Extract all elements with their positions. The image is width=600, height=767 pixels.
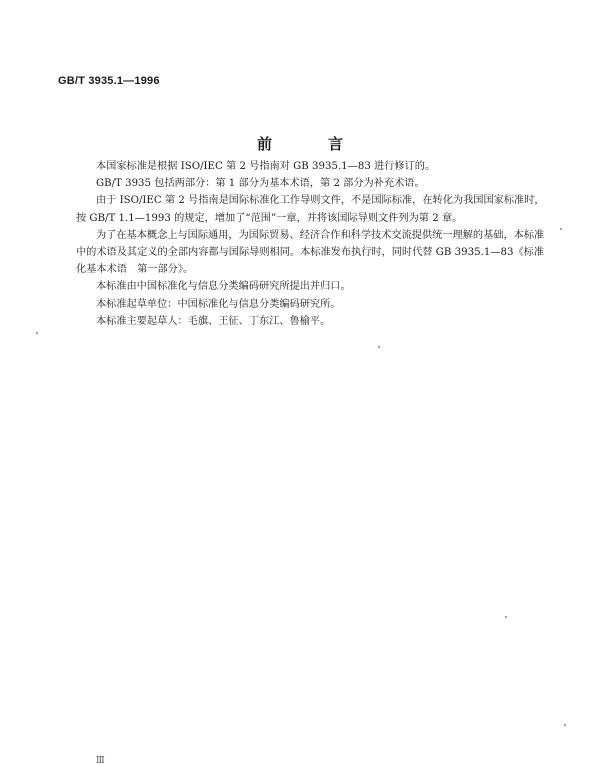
scan-speck: [505, 616, 507, 618]
paragraph-4: 为了在基本概念上与国际通用，为国际贸易、经济合作和科学技术交流提供统一理解的基础，本标准中的术语及其定义的全部内容都与国际导则相同。本标准发布执行时，同时代替 GB 3935.1—83《标准化基本术语 第一部分》。: [76, 229, 545, 276]
page-title: [0, 133, 600, 154]
paragraph-6: 本标准起草单位：中国标准化与信息分类编码研究所。: [96, 298, 341, 310]
scan-speck: [560, 228, 562, 230]
paragraph-5: 本标准由中国标准化与信息分类编码研究所提出并归口。: [96, 281, 351, 293]
scan-speck: [564, 724, 566, 726]
title-char-2: 言: [328, 135, 344, 153]
page-number: Ⅲ: [96, 756, 105, 766]
foreword-body: [76, 158, 546, 330]
scan-speck: [378, 346, 380, 348]
paragraph-1: 本国家标准是根据 ISO/IEC 第 2 号指南对 GB 3935.1—83 进行修订的。: [96, 161, 436, 172]
scan-speck: [36, 332, 38, 334]
standard-number-header: GB/T 3935.1—1996: [58, 75, 160, 87]
title-char-1: 前: [256, 135, 272, 153]
paragraph-3: 由于 ISO/IEC 第 2 号指南是国际标准化工作导则文件，不是国际标准，在转化为我国国家标准时，按 GB/T 1.1—1993 的规定，增加了“范围”一章，并将该国际导则文件列为第 2 章。: [76, 195, 545, 224]
paragraph-2: GB/T 3935 包括两部分：第 1 部分为基本术语，第 2 部分为补充术语。: [96, 178, 425, 190]
paragraph-7: 本标准主要起草人：毛旗、王征、丁东江、鲁榆平。: [96, 315, 331, 327]
